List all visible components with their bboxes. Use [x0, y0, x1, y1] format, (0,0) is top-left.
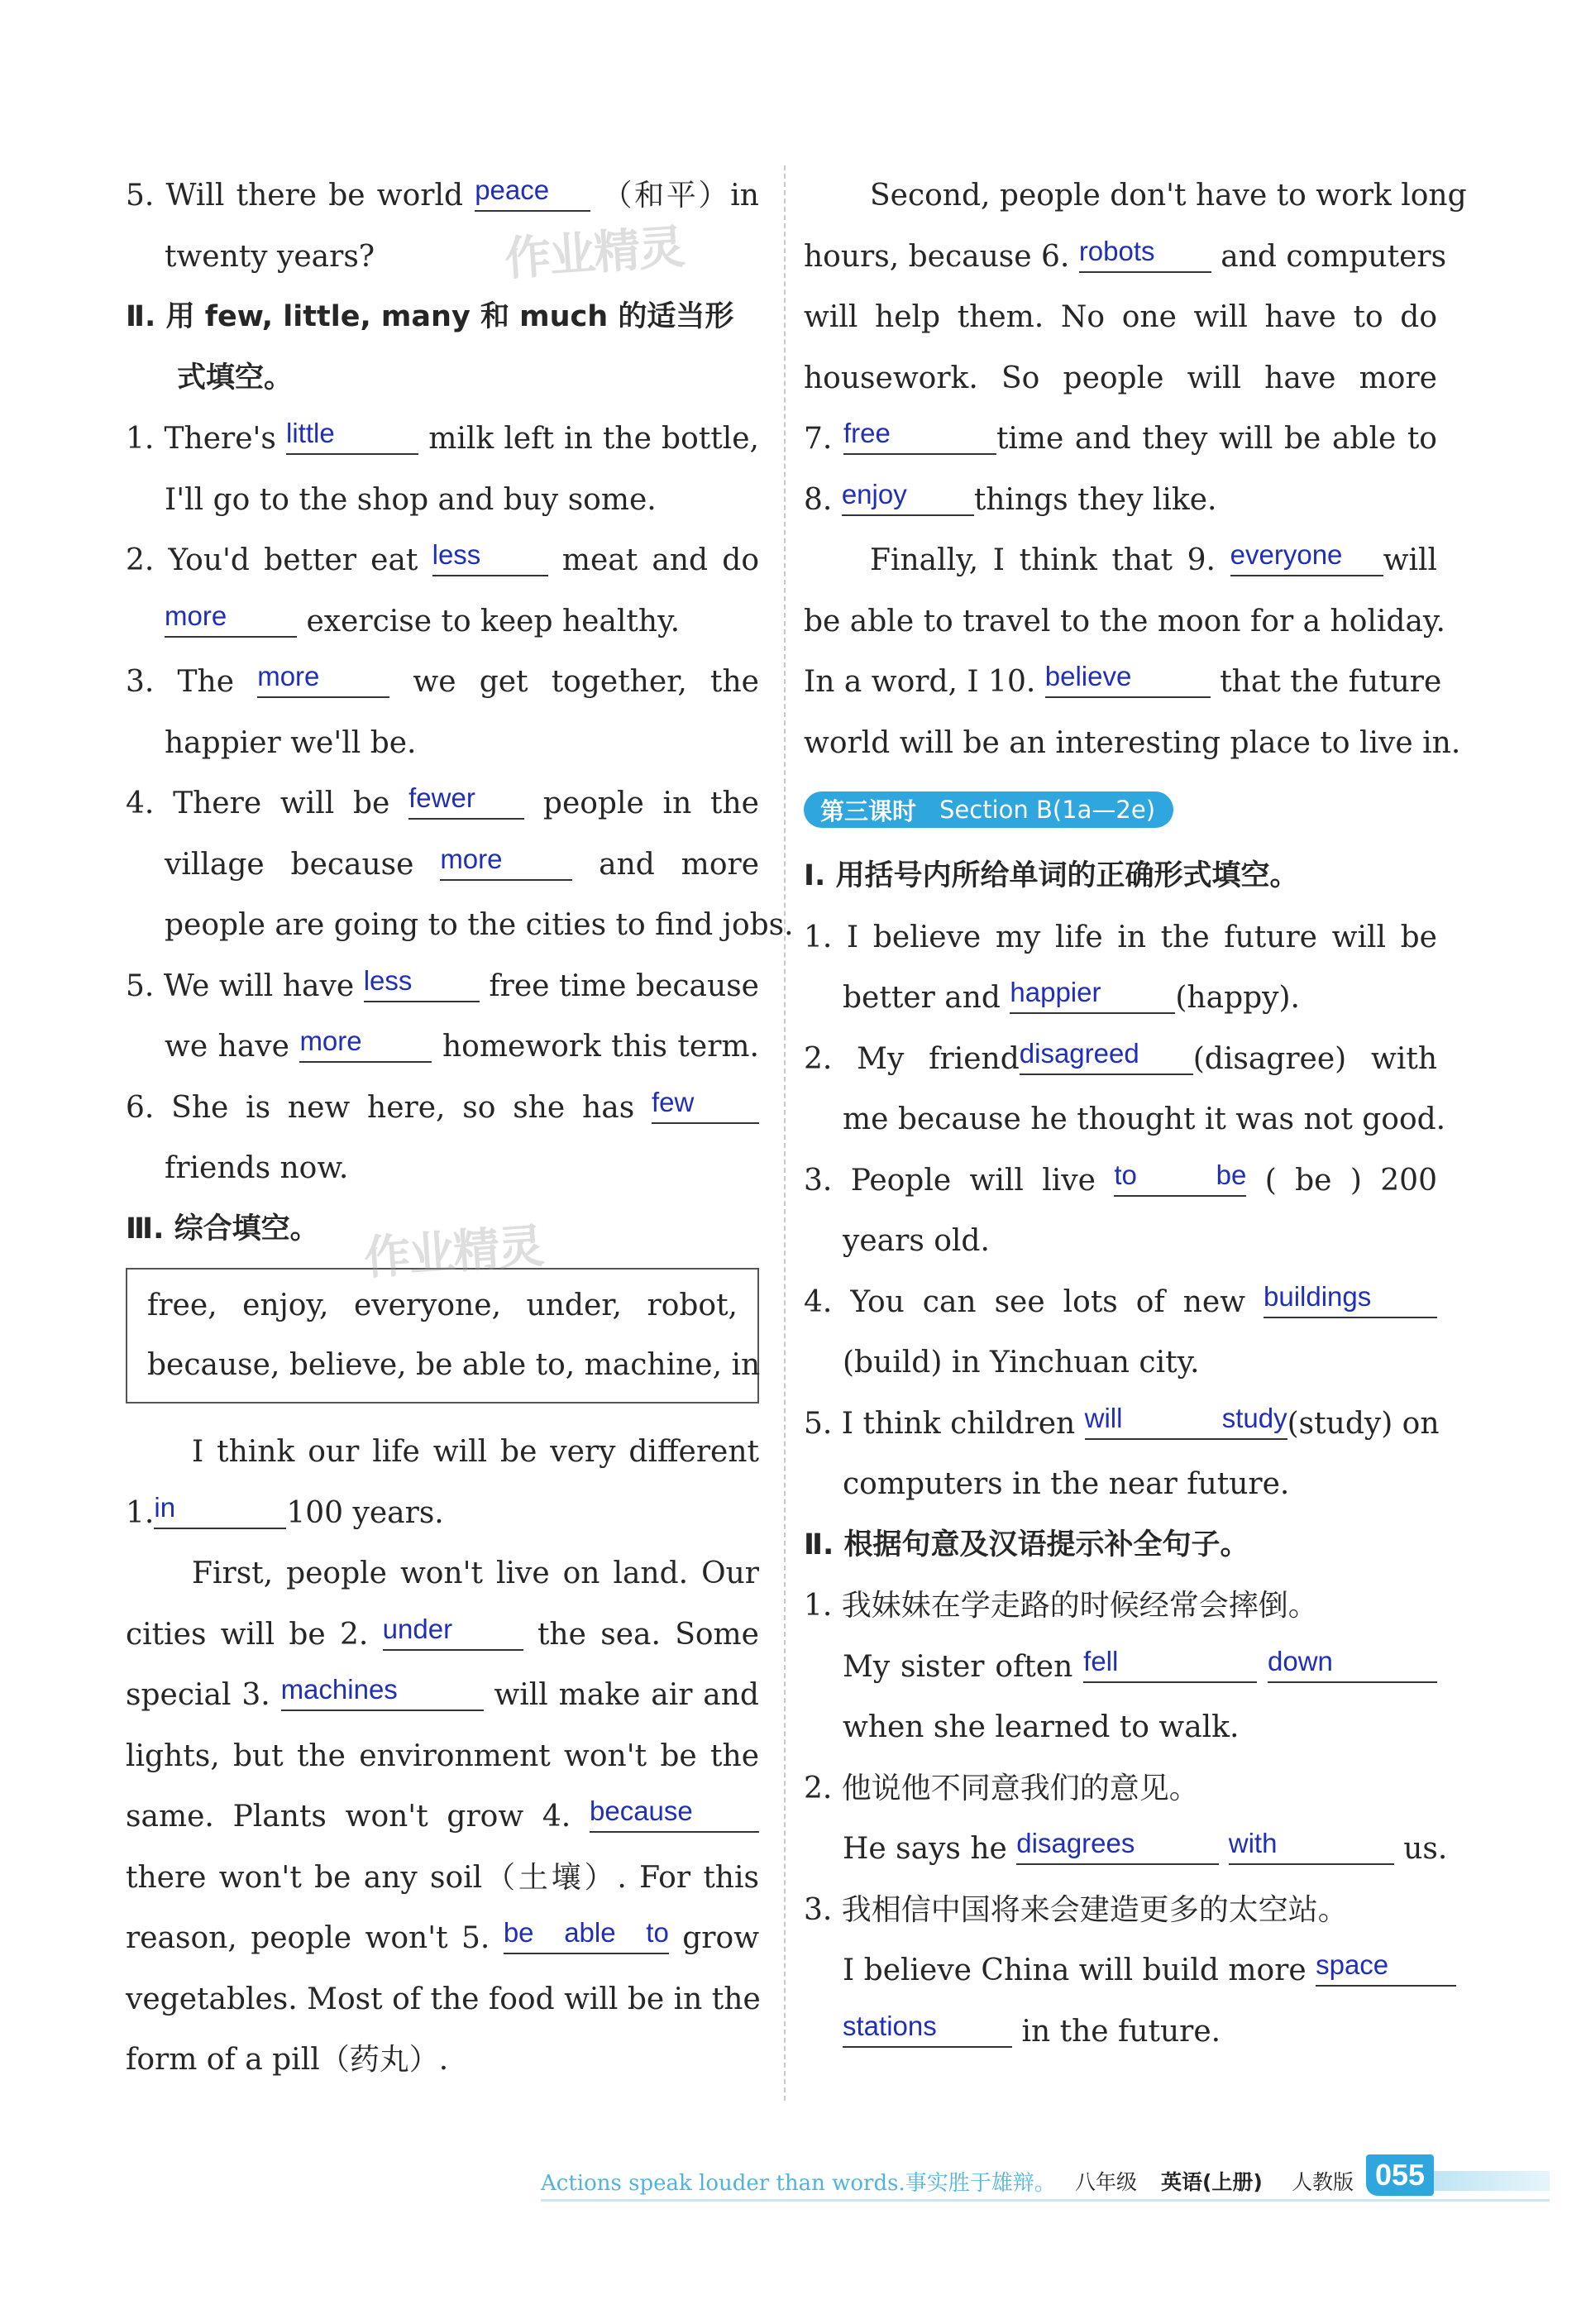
- answer-blank[interactable]: because: [590, 1791, 759, 1833]
- answer-blank[interactable]: believe: [1045, 657, 1211, 698]
- question-line: 3. People will live to be ( be ) 200: [804, 1150, 1437, 1212]
- answer-blank[interactable]: under: [383, 1609, 523, 1651]
- word-bank-line: free, enjoy, everyone, under, robot,: [147, 1289, 738, 1322]
- passage-line: will help them. No one will have to do: [804, 300, 1437, 334]
- footer-grade: 八年级: [1075, 2170, 1138, 2194]
- answer-blank[interactable]: more: [165, 596, 297, 638]
- answer-blank[interactable]: stations: [843, 2006, 1012, 2048]
- section-badge: 第三课时 Section B(1a—2e): [804, 791, 1173, 828]
- passage-line: be able to travel to the moon for a holiday.: [804, 604, 1445, 638]
- passage-line: there won't be any soil（土壤）. For this: [126, 1860, 759, 1895]
- question-line: me because he thought it was not good.: [843, 1102, 1446, 1136]
- question-line: 4. There will be fewer people in the: [126, 773, 759, 834]
- word-bank-box: [126, 1268, 759, 1403]
- answer-blank[interactable]: in: [154, 1488, 286, 1529]
- question-line: 4. You can see lots of new buildings: [804, 1272, 1437, 1333]
- question-line: computers in the near future.: [843, 1467, 1290, 1501]
- question-line: stations in the future.: [804, 2001, 1437, 2063]
- answer-blank[interactable]: happier: [1010, 973, 1175, 1014]
- question-line: when she learned to walk.: [843, 1710, 1240, 1744]
- question-line: better and happier (happy).: [804, 968, 1437, 1029]
- answer-blank[interactable]: will study: [1085, 1399, 1287, 1440]
- question-line: 3. The more we get together, the: [126, 652, 759, 713]
- question-line: 2. My friend disagreed (disagree) with: [804, 1029, 1437, 1090]
- passage-line: 8. enjoy things they like.: [804, 470, 1437, 531]
- passage-line: Second, people don't have to work long: [870, 179, 1467, 213]
- answer-blank[interactable]: be able to: [504, 1913, 669, 1954]
- section-heading: Ⅲ. 综合填空。: [126, 1212, 319, 1246]
- passage-line: reason, people won't 5. be able to grow: [126, 1908, 759, 1969]
- section-heading: Ⅰ. 用括号内所给单词的正确形式填空。: [804, 859, 1299, 892]
- passage-line: lights, but the environment won't be the: [126, 1738, 759, 1773]
- section-heading: 式填空。: [177, 361, 294, 395]
- footer-subject: 英语(上册): [1161, 2170, 1263, 2194]
- answer-blank[interactable]: peace: [475, 170, 590, 212]
- answer-blank[interactable]: disagreed: [1020, 1034, 1193, 1075]
- answer-blank[interactable]: less: [364, 961, 480, 1002]
- answer-blank[interactable]: little: [286, 414, 418, 455]
- passage-line: 1. in 100 years.: [126, 1483, 759, 1544]
- right-column: [804, 165, 1467, 2062]
- passage-line: In a word, I 10. believe that the future: [804, 652, 1437, 713]
- question-line: (build) in Yinchuan city.: [843, 1346, 1200, 1380]
- watermark: 作业精灵: [503, 220, 686, 287]
- word-bank-line: because, believe, be able to, machine, in: [147, 1348, 761, 1382]
- passage-line: form of a pill（药丸）.: [126, 2043, 449, 2077]
- passage-line: special 3. machines will make air and: [126, 1665, 759, 1726]
- question-line: 2. You'd better eat less meat and do: [126, 530, 759, 591]
- answer-blank[interactable]: more: [299, 1021, 432, 1063]
- answer-blank[interactable]: machines: [281, 1670, 484, 1711]
- answer-blank[interactable]: to be: [1114, 1155, 1246, 1197]
- answer-blank[interactable]: more: [257, 657, 389, 698]
- answer-blank[interactable]: enjoy: [842, 475, 974, 516]
- question-line: more exercise to keep healthy.: [126, 591, 759, 653]
- question-line: 2. 他说他不同意我们的意见。: [804, 1771, 1199, 1805]
- answer-blank[interactable]: with: [1229, 1824, 1394, 1865]
- passage-line: hours, because 6. robots and computers: [804, 227, 1437, 288]
- answer-blank[interactable]: disagrees: [1016, 1824, 1219, 1865]
- answer-blank[interactable]: space: [1316, 1945, 1456, 1987]
- passage-line: world will be an interesting place to live in.: [804, 725, 1461, 760]
- question-line: 6. She is new here, so she has few: [126, 1078, 759, 1139]
- watermark: 作业精灵: [362, 1219, 545, 1286]
- question-line: He says he disagrees with us.: [804, 1819, 1437, 1880]
- question-line: My sister often fell down: [804, 1637, 1437, 1698]
- passage-line: 7. free time and they will be able to: [804, 409, 1437, 470]
- passage-line: same. Plants won't grow 4. because: [126, 1786, 759, 1848]
- answer-blank[interactable]: buildings: [1264, 1277, 1437, 1318]
- question-line: 1. 我妹妹在学走路的时候经常会摔倒。: [804, 1589, 1318, 1623]
- question-line: 1. I believe my life in the future will be: [804, 920, 1437, 954]
- question-line: people are going to the cities to find jobs.: [165, 908, 794, 942]
- question-line: years old.: [843, 1224, 990, 1258]
- passage-line: vegetables. Most of the food will be in the: [126, 1982, 761, 2016]
- passage-line: housework. So people will have more: [804, 361, 1437, 395]
- column-divider: [784, 165, 786, 2101]
- answer-blank[interactable]: everyone: [1230, 535, 1383, 576]
- footer-decor-bar: [1434, 2171, 1550, 2191]
- question-line: 5. I think children will study (study) on: [804, 1394, 1437, 1455]
- passage-line: Finally, I think that 9. everyone will: [804, 530, 1437, 591]
- answer-blank[interactable]: more: [440, 839, 572, 881]
- passage-line: cities will be 2. under the sea. Some: [126, 1604, 759, 1666]
- footer-edition: 人教版: [1292, 2170, 1354, 2194]
- page-number: 055: [1366, 2154, 1434, 2196]
- footer-rule: [541, 2199, 1550, 2202]
- question-line: 5. Will there be world peace （和平）in: [126, 165, 759, 227]
- question-line: I believe China will build more space: [804, 1940, 1437, 2001]
- passage-line: First, people won't live on land. Our: [192, 1557, 759, 1590]
- section-heading: Ⅱ. 根据句意及汉语提示补全句子。: [804, 1528, 1249, 1561]
- question-line: 5. We will have less free time because: [126, 956, 759, 1017]
- answer-blank[interactable]: fewer: [408, 778, 524, 820]
- answer-blank[interactable]: fell: [1083, 1642, 1257, 1683]
- answer-blank[interactable]: down: [1268, 1642, 1437, 1683]
- answer-blank[interactable]: free: [843, 414, 996, 455]
- left-column: [126, 165, 794, 2091]
- answer-blank[interactable]: less: [432, 535, 548, 576]
- question-line: friends now.: [165, 1151, 349, 1185]
- footer-motto: Actions speak louder than words.事实胜于雄辩。: [541, 2171, 1056, 2196]
- question-line: village because more and more: [126, 834, 759, 896]
- question-line: twenty years?: [165, 239, 375, 274]
- answer-blank[interactable]: few: [652, 1083, 759, 1124]
- question-line: 3. 我相信中国将来会建造更多的太空站。: [804, 1892, 1348, 1927]
- question-line: happier we'll be.: [165, 725, 417, 760]
- page-footer: [0, 2154, 1586, 2204]
- question-line: 1. There's little milk left in the bottle,: [126, 409, 759, 470]
- passage-line: I think our life will be very different: [192, 1435, 759, 1469]
- question-line: I'll go to the shop and buy some.: [165, 482, 657, 517]
- answer-blank[interactable]: robots: [1079, 232, 1211, 273]
- section-heading: Ⅱ. 用 few, little, many 和 much 的适当形: [126, 300, 734, 333]
- question-line: we have more homework this term.: [126, 1016, 759, 1078]
